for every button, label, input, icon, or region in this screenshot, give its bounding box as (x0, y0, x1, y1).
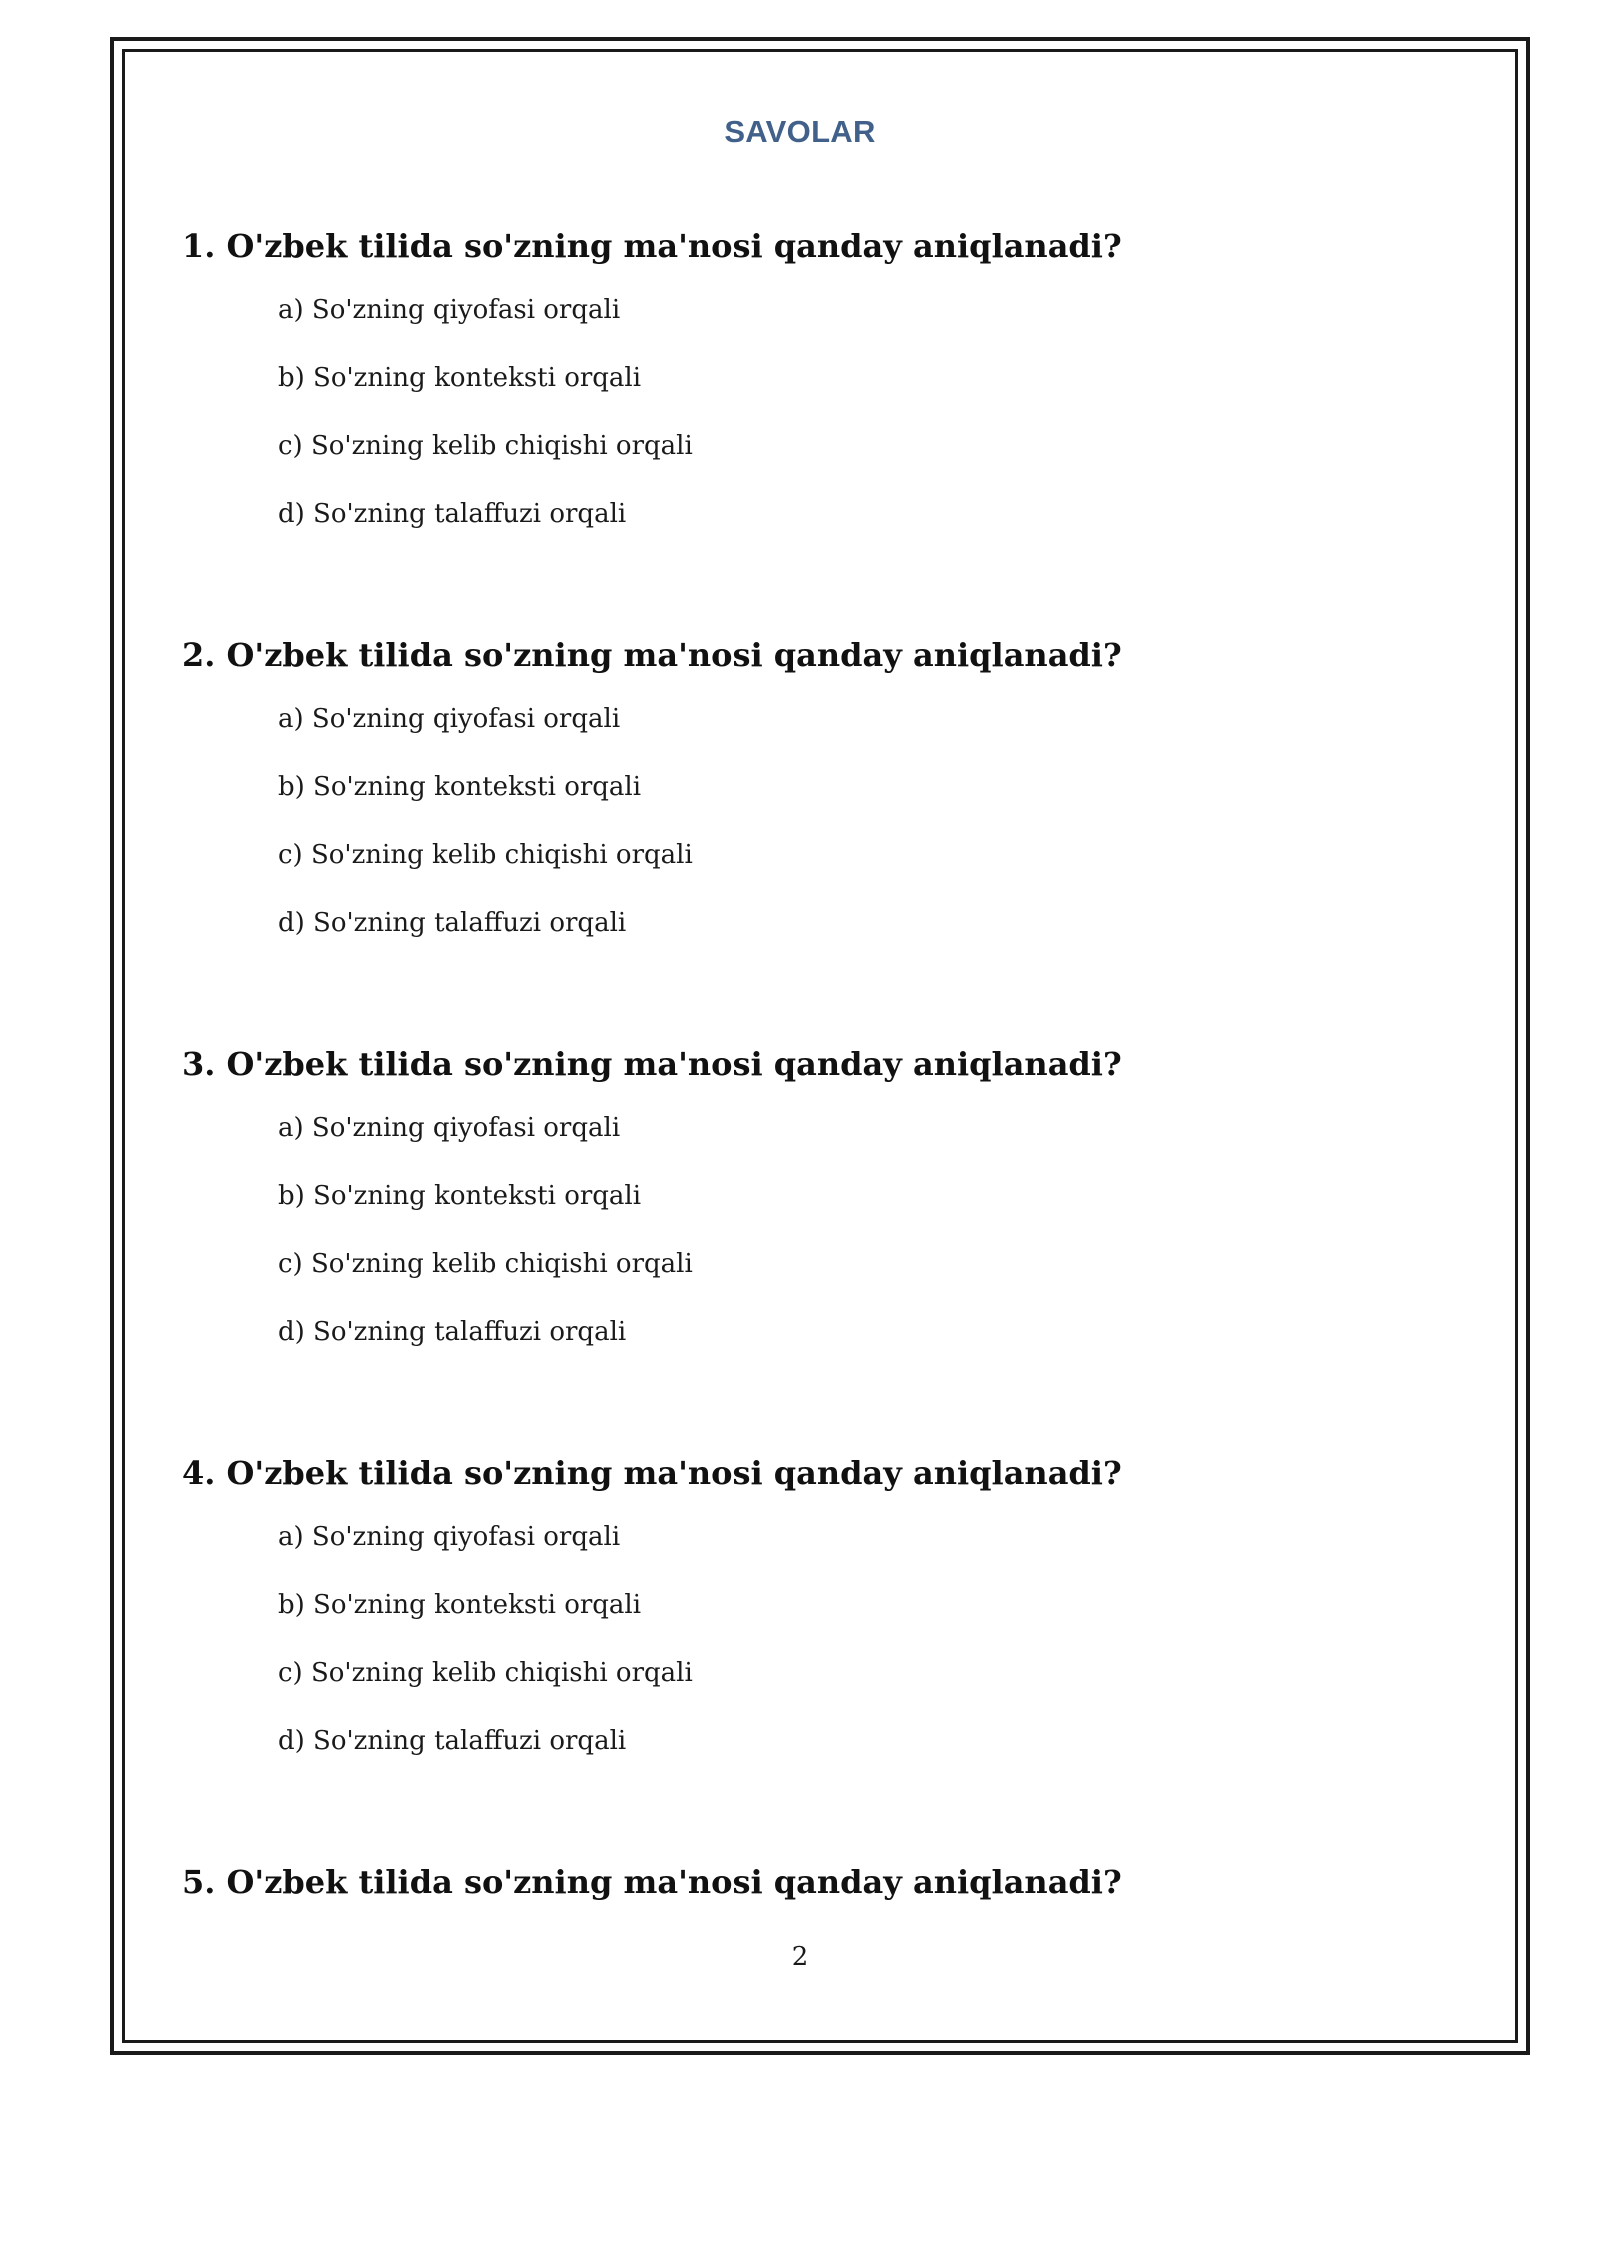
option-b: b) So'zning konteksti orqali (278, 363, 642, 393)
question-3 (182, 1034, 1382, 1443)
option-b: b) So'zning konteksti orqali (278, 1590, 642, 1620)
option-d: d) So'zning talaffuzi orqali (278, 499, 627, 529)
option-d: d) So'zning talaffuzi orqali (278, 1726, 627, 1756)
option-d: d) So'zning talaffuzi orqali (278, 908, 627, 938)
option-a: a) So'zning qiyofasi orqali (278, 704, 621, 734)
option-b: b) So'zning konteksti orqali (278, 772, 642, 802)
question-text: 4. O'zbek tilida so'zning ma'nosi qanday aniqlanadi? (182, 1454, 1122, 1492)
page-title: SAVOLAR (724, 114, 876, 149)
question-text: 5. O'zbek tilida so'zning ma'nosi qanday aniqlanadi? (182, 1863, 1122, 1901)
option-c: c) So'zning kelib chiqishi orqali (278, 840, 693, 870)
answer-options (182, 685, 1382, 957)
option-b: b) So'zning konteksti orqali (278, 1181, 642, 1211)
option-a: a) So'zning qiyofasi orqali (278, 1113, 621, 1143)
answer-options (182, 276, 1382, 548)
question-4 (182, 1443, 1382, 1852)
option-a: a) So'zning qiyofasi orqali (278, 1522, 621, 1552)
option-a: a) So'zning qiyofasi orqali (278, 295, 621, 325)
question-5 (182, 1852, 1382, 2261)
answer-options (182, 1094, 1382, 1366)
option-d: d) So'zning talaffuzi orqali (278, 1317, 627, 1347)
option-c: c) So'zning kelib chiqishi orqali (278, 1249, 693, 1279)
answer-options (182, 1503, 1382, 1775)
question-1 (182, 216, 1382, 625)
question-text: 3. O'zbek tilida so'zning ma'nosi qanday aniqlanadi? (182, 1045, 1122, 1083)
question-text: 1. O'zbek tilida so'zning ma'nosi qanday aniqlanadi? (182, 227, 1122, 265)
option-c: c) So'zning kelib chiqishi orqali (278, 431, 693, 461)
page-number: 2 (791, 1942, 809, 1972)
question-2 (182, 625, 1382, 1034)
option-c: c) So'zning kelib chiqishi orqali (278, 1658, 693, 1688)
question-text: 2. O'zbek tilida so'zning ma'nosi qanday aniqlanadi? (182, 636, 1122, 674)
